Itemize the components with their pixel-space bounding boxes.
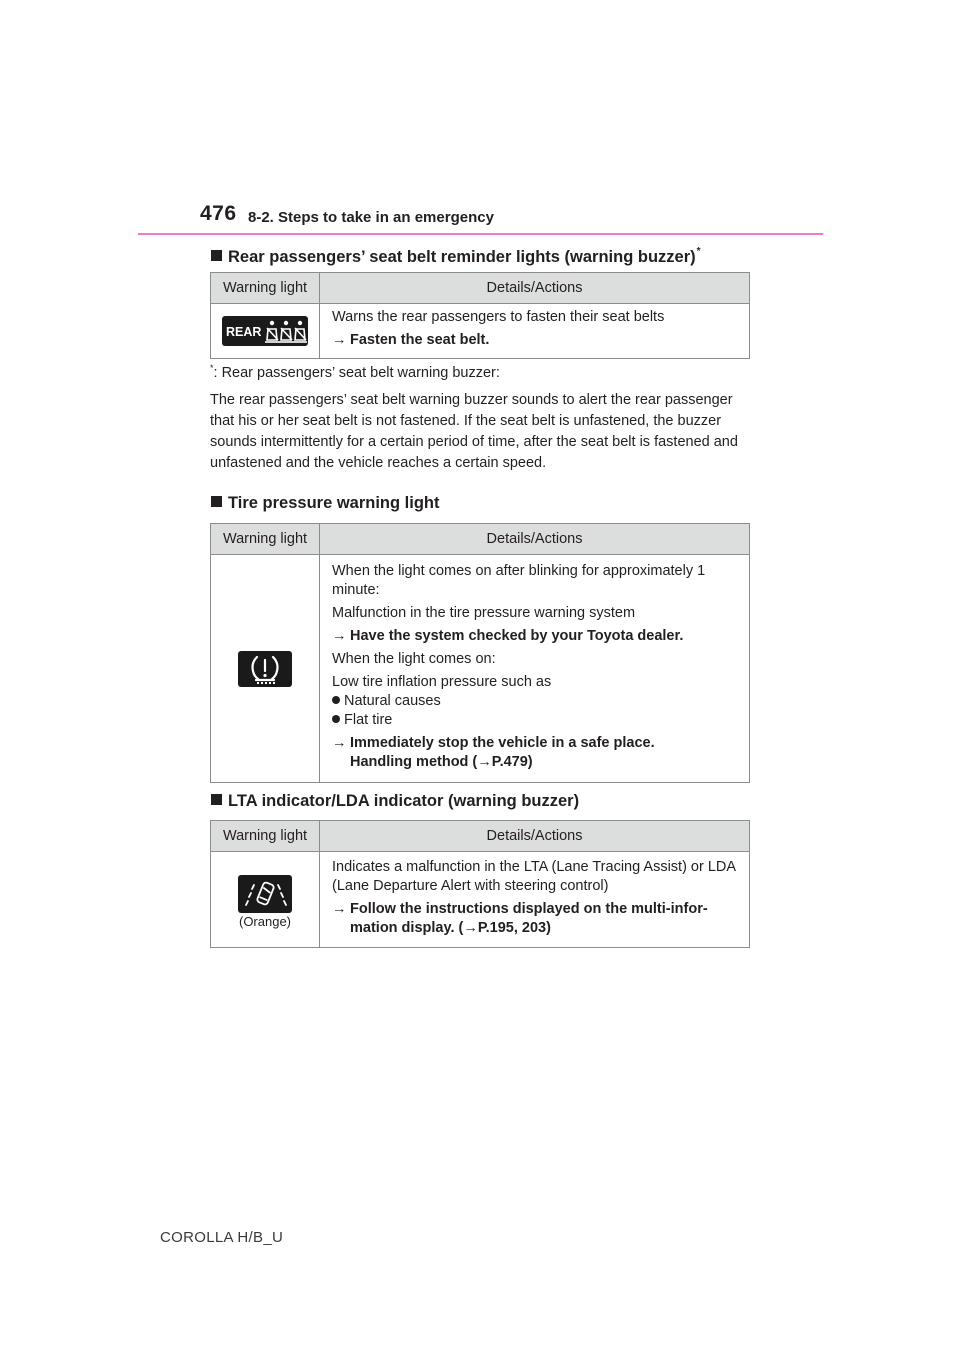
details-column-header: Details/Actions: [320, 273, 750, 304]
warning-light-column-header: Warning light: [211, 524, 320, 555]
arrow-icon: →: [332, 628, 347, 644]
action-label: Fasten the seat belt.: [350, 332, 490, 348]
icon-color-caption: (Orange): [238, 913, 292, 929]
square-bullet-icon: [211, 794, 222, 805]
list-item: [332, 692, 739, 711]
bullet-dot-icon: [332, 715, 340, 723]
lta-indicator-icon: [238, 875, 292, 913]
action-text: [332, 331, 739, 350]
details-text: Malfunction in the tire pressure warning system: [332, 605, 636, 621]
action-text: [332, 900, 739, 938]
warning-light-column-header: Warning light: [211, 821, 320, 852]
table-header-row: [211, 524, 750, 555]
arrow-icon: →: [332, 332, 347, 348]
warning-light-cell: [211, 555, 320, 783]
details-column-header: Details/Actions: [320, 524, 750, 555]
table-row: [211, 304, 750, 359]
page-reference-link[interactable]: P.195, 203): [477, 920, 551, 936]
page-reference-link[interactable]: P.479): [491, 754, 533, 770]
model-footer: COROLLA H/B_U: [160, 1229, 284, 1246]
details-cell: [320, 555, 750, 783]
warning-light-column-header: Warning light: [211, 273, 320, 304]
action-label: mation display. (: [350, 920, 464, 936]
rear-label: REAR: [226, 325, 262, 339]
details-text: Warns the rear passengers to fasten their seat belts: [332, 309, 665, 325]
tire-pressure-warning-icon: [238, 651, 292, 687]
lta-heading-text: LTA indicator/LDA indicator (warning buzzer): [228, 792, 580, 810]
action-text: [332, 627, 739, 646]
warning-light-cell: [211, 304, 320, 359]
action-text: [332, 734, 739, 772]
table-header-row: [211, 821, 750, 852]
rear-seatbelt-reminder-icon: [222, 316, 308, 346]
table-row: [211, 852, 750, 948]
action-label: Immediately stop the vehicle in a safe place.: [350, 735, 655, 751]
arrow-icon: →: [477, 754, 492, 770]
rear-seatbelt-heading: [211, 246, 701, 267]
section-title: 8-2. Steps to take in an emergency: [248, 209, 494, 226]
arrow-icon: →: [463, 920, 478, 936]
lta-heading: [211, 792, 579, 811]
tire-pressure-table: [210, 523, 750, 783]
footnote-mark: *: [210, 363, 214, 373]
action-label: Follow the instructions displayed on the multi-infor-: [350, 901, 708, 917]
square-bullet-icon: [211, 250, 222, 261]
tire-pressure-heading: [211, 494, 440, 513]
bullet-dot-icon: [332, 696, 340, 704]
table-row: [211, 555, 750, 783]
details-text: Low tire inflation pressure such as: [332, 674, 552, 690]
warning-light-cell: [211, 852, 320, 948]
buzzer-description: The rear passengers’ seat belt warning buzzer sounds to alert the rear passenger that his or her seat belt is not fastened. If the seat belt is unfastened, the buzzer sounds intermittently for a certain period of time, after the seat belt is fastened and unfastened and the vehicle reaches a certain speed.: [210, 392, 738, 471]
arrow-icon: →: [332, 901, 347, 917]
rear-seatbelt-heading-text: Rear passengers’ seat belt reminder lights (warning buzzer): [228, 248, 696, 266]
lta-table: [210, 820, 750, 948]
square-bullet-icon: [211, 496, 222, 507]
details-cell: [320, 304, 750, 359]
footnote: [210, 363, 500, 381]
details-column-header: Details/Actions: [320, 821, 750, 852]
action-label: Handling method (: [350, 754, 478, 770]
list-item: [332, 711, 739, 730]
details-text: When the light comes on after blinking for approximately 1 minute:: [332, 563, 706, 598]
page-number: 476: [200, 202, 237, 225]
arrow-icon: →: [332, 735, 347, 751]
footnote-text: : Rear passengers’ seat belt warning buzzer:: [213, 365, 500, 381]
footnote-mark: *: [696, 246, 701, 257]
tire-pressure-heading-text: Tire pressure warning light: [228, 494, 440, 512]
details-text: Indicates a malfunction in the LTA (Lane Tracing Assist) or LDA (Lane Departure Alert with steering control): [332, 859, 736, 894]
action-label: Have the system checked by your Toyota dealer.: [350, 628, 684, 644]
details-text: When the light comes on:: [332, 651, 496, 667]
table-header-row: [211, 273, 750, 304]
rear-seatbelt-table: [210, 272, 750, 359]
details-cell: [320, 852, 750, 948]
list-item-label: Flat tire: [344, 712, 393, 728]
list-item-label: Natural causes: [344, 693, 441, 709]
header-divider: [138, 233, 823, 235]
